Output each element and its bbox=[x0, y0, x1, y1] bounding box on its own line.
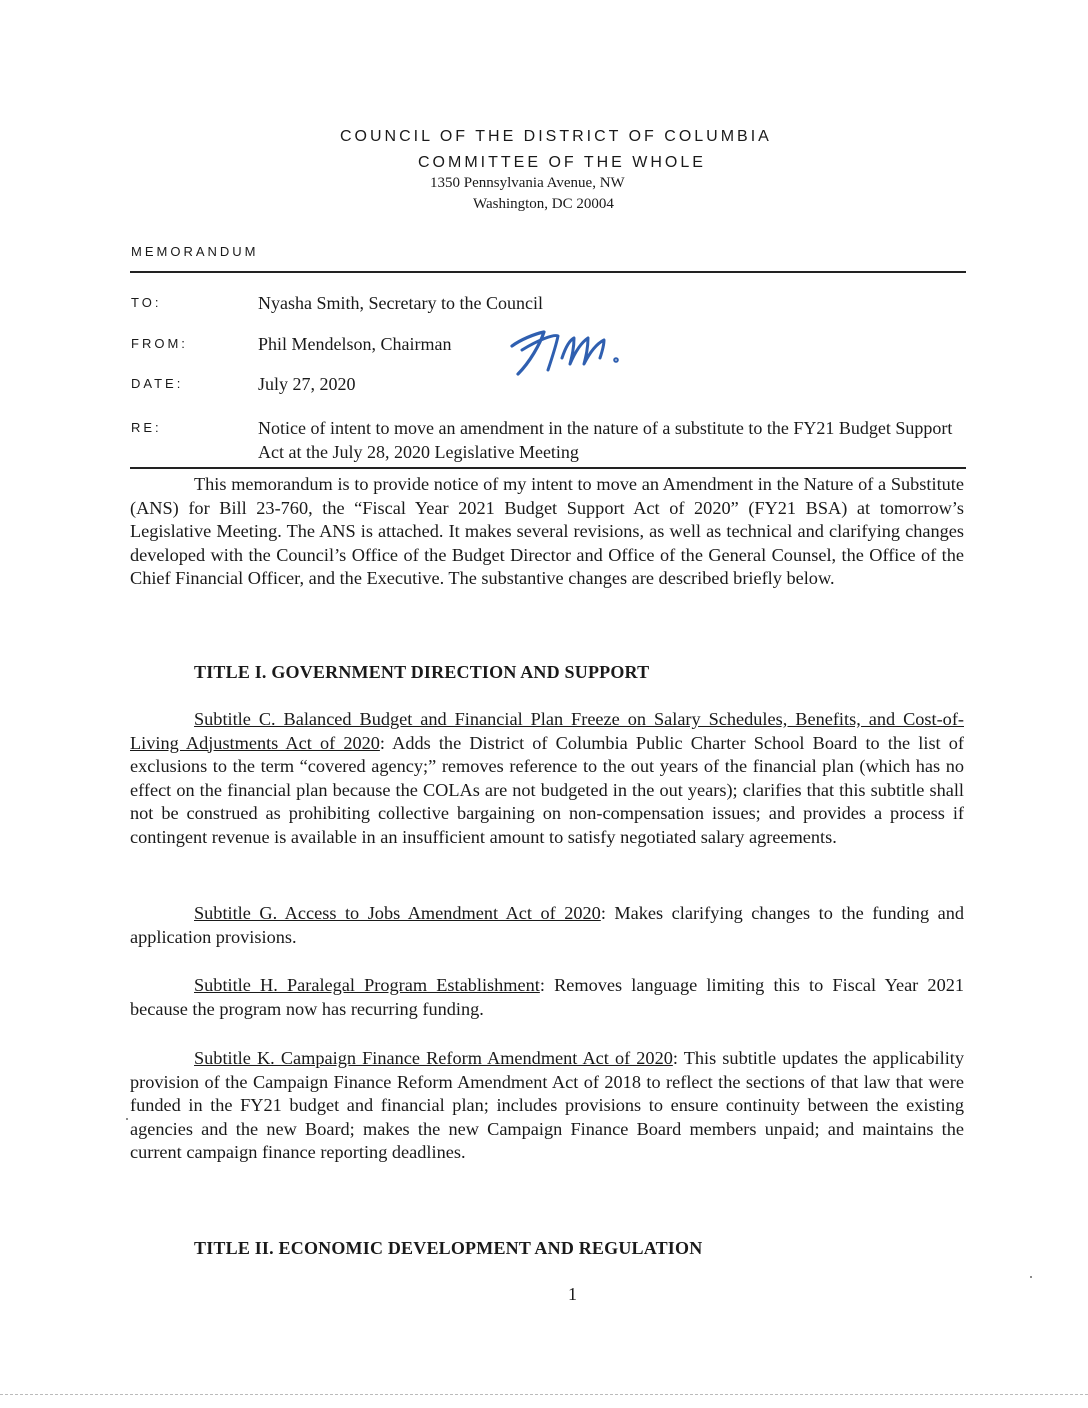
to-label: TO: bbox=[131, 295, 162, 310]
scan-speck bbox=[1030, 1276, 1032, 1278]
scan-speck bbox=[126, 1118, 128, 1120]
date-value: July 27, 2020 bbox=[258, 374, 356, 394]
from-label: FROM: bbox=[131, 336, 188, 351]
committee-name: COMMITTEE OF THE WHOLE bbox=[418, 154, 706, 171]
subtitle-c-paragraph bbox=[130, 708, 964, 850]
intro-paragraph: This memorandum is to provide notice of my intent to move an Amendment in the Nature of a Substitute (ANS) for Bill 23-760, the “Fiscal Year 2021 Budget Support Act of 2020” (FY21 BSA) at tomorrow’s Legislative Meeting. The ANS is attached. It makes several revisions, as well as technical and clarifying changes developed with the Council’s Office of the Budget Director and Office of the General Counsel, the Office of the Chief Financial Officer, and the Executive. The substantive changes are described briefly below. bbox=[130, 474, 964, 589]
re-label: RE: bbox=[131, 420, 162, 435]
to-value: Nyasha Smith, Secretary to the Council bbox=[258, 293, 543, 313]
address-line-2: Washington, DC 20004 bbox=[473, 196, 614, 212]
address-line-1: 1350 Pennsylvania Avenue, NW bbox=[430, 175, 625, 191]
subtitle-h-paragraph bbox=[130, 974, 964, 1021]
memorandum-label: MEMORANDUM bbox=[131, 244, 259, 259]
divider-bottom bbox=[130, 467, 966, 469]
council-name: COUNCIL OF THE DISTRICT OF COLUMBIA bbox=[340, 128, 772, 145]
page-number: 1 bbox=[568, 1284, 577, 1304]
date-label: DATE: bbox=[131, 376, 184, 391]
subtitle-h-heading: Subtitle H. Paralegal Program Establishment bbox=[194, 975, 540, 995]
title-1-heading: TITLE I. GOVERNMENT DIRECTION AND SUPPORT bbox=[194, 662, 650, 682]
scan-edge bbox=[0, 1394, 1088, 1395]
subtitle-h-text: : Removes language limiting this to Fiscal Year 2021 because the program now has recurring funding. bbox=[130, 975, 964, 1019]
subtitle-g-heading: Subtitle G. Access to Jobs Amendment Act of 2020 bbox=[194, 903, 601, 923]
subtitle-g-text: : Makes clarifying changes to the funding and application provisions. bbox=[130, 903, 964, 947]
subtitle-c-heading: Subtitle C. Balanced Budget and Financial Plan Freeze on Salary Schedules, Benefits, and Cost-of-Living Adjustments Act of 2020 bbox=[130, 709, 964, 753]
signature-initials bbox=[500, 322, 630, 382]
subtitle-g-paragraph bbox=[130, 902, 964, 949]
subtitle-k-heading: Subtitle K. Campaign Finance Reform Amendment Act of 2020 bbox=[194, 1048, 673, 1068]
subtitle-k-paragraph bbox=[130, 1047, 964, 1165]
re-value: Notice of intent to move an amendment in the nature of a substitute to the FY21 Budget Support Act at the July 28, 2020 Legislative Meeting bbox=[258, 418, 953, 462]
subtitle-c-text: : Adds the District of Columbia Public Charter School Board to the list of exclusions to the term “covered agency;” removes reference to the out years of the financial plan (which has no effect on the financial plan because the COLAs are not budgeted in the out years); clarifies that this subtitle shall not be construed as prohibiting collective bargaining on non-compensation issues; and provides a process if contingent revenue is available in an insufficient amount to satisfy negotiated salary agreements. bbox=[130, 732, 965, 847]
divider-top bbox=[130, 271, 966, 273]
title-2-heading: TITLE II. ECONOMIC DEVELOPMENT AND REGULATION bbox=[194, 1238, 703, 1258]
from-value: Phil Mendelson, Chairman bbox=[258, 334, 452, 354]
subtitle-k-text: : This subtitle updates the applicability provision of the Campaign Finance Reform Amendment Act of 2018 to reflect the sections of that law that were funded in the FY21 budget and financial plan; includes provisions to ensure continuity between the existing agencies and the new Board; makes the new Campaign Finance Board members unpaid; and maintains the current campaign finance reporting deadlines. bbox=[130, 1048, 964, 1163]
